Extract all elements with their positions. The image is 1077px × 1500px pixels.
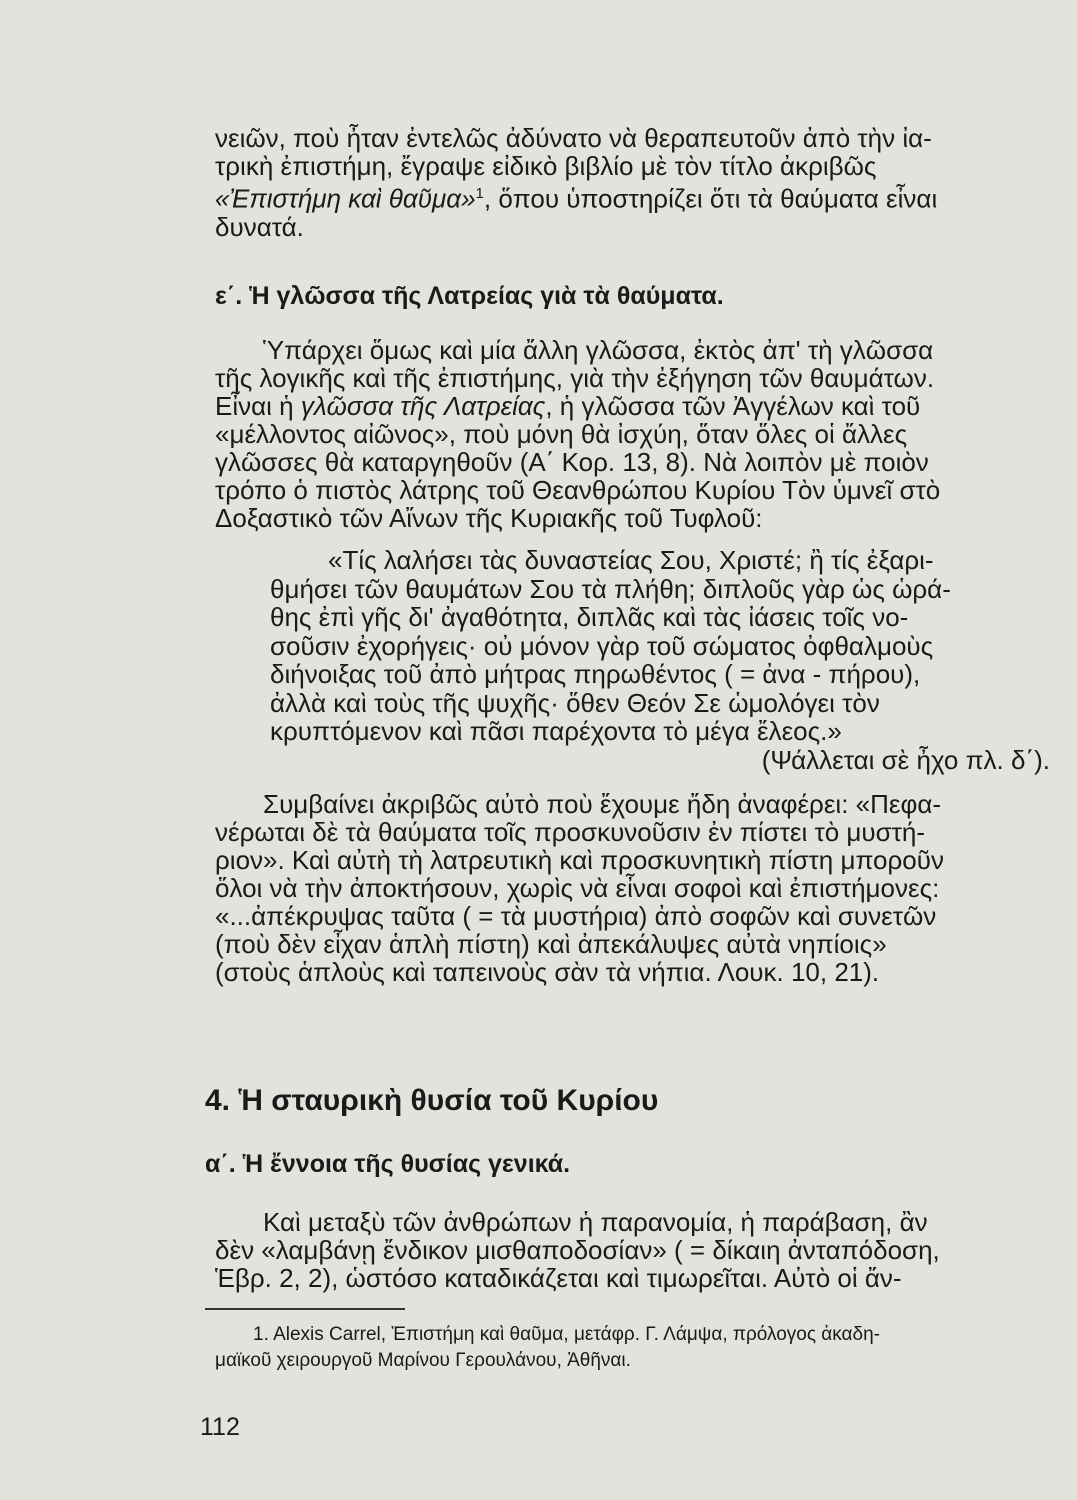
paragraph-mystery: [215, 790, 1065, 986]
paragraph-worship-language: [215, 336, 1065, 532]
text-segment: , ὅπου ὑποστηρίζει ὅτι τὰ θαύματα εἶναι: [483, 183, 938, 214]
footnote-divider: [205, 1308, 405, 1310]
text-line: νειῶν, ποὺ ἦταν ἐντελῶς ἀδύνατο νὰ θεραπευτοῦν ἀπὸ τὴν ἰα-: [215, 123, 932, 153]
text-line: (ποὺ δὲν εἶχαν ἁπλὴ πίστη) καὶ ἀπεκάλυψες αὐτὰ νηπίοις»: [215, 929, 887, 959]
text-line: «...ἀπέκρυψας ταῦτα ( = τὰ μυστήρια) ἀπὸ σοφῶν καὶ συνετῶν: [215, 901, 937, 931]
quote-line: θμήσει τῶν θαυμάτων Σου τὰ πλήθη; διπλοῦς γὰρ ὡς ὡρά-: [270, 573, 951, 604]
text-line: Καὶ μεταξὺ τῶν ἀνθρώπων ἡ παρανομία, ἡ παράβαση, ἂν: [263, 1207, 928, 1237]
text-line: δὲν «λαμβάνῃ ἔνδικον μισθαποδοσίαν» ( = δίκαιη ἀνταπόδοση,: [215, 1235, 940, 1265]
text-line: «μέλλοντος αἰῶνος», ποὺ μόνη θὰ ἰσχύη, ὅταν ὅλες οἱ ἄλλες: [215, 419, 908, 449]
text-line: [215, 180, 1065, 213]
quote-line: σοῦσιν ἐχορήγεις· οὐ μόνον γὰρ τοῦ σώματος ὀφθαλμοὺς: [270, 630, 934, 661]
text-line: ὅλοι νὰ τὴν ἀποκτήσουν, χωρὶς νὰ εἶναι σοφοὶ καὶ ἐπιστήμονες:: [215, 873, 940, 903]
text-line: τρόπο ὁ πιστὸς λάτρης τοῦ Θεανθρώπου Κυρίου Τὸν ὑμνεῖ στὸ: [215, 475, 941, 505]
text-line: Συμβαίνει ἀκριβῶς αὐτὸ ποὺ ἔχουμε ἤδη ἀναφέρει: «Πεφα-: [263, 789, 942, 819]
text-line: νέρωται δὲ τὰ θαύματα τοῖς προσκυνοῦσιν ἐν πίστει τὸ μυστή-: [215, 817, 926, 847]
text-segment: , ἡ γλῶσσα τῶν Ἀγγέλων καὶ τοῦ: [545, 391, 921, 421]
paragraph-intro: [215, 124, 1065, 241]
text-line: δυνατά.: [215, 211, 304, 242]
quote-line: κρυπτόμενον καὶ πᾶσι παρέχοντα τὸ μέγα ἔλεος.»: [270, 716, 842, 746]
text-line: τῆς λογικῆς καὶ τῆς ἐπιστήμης, γιὰ τὴν ἐξήγηση τῶν θαυμάτων.: [215, 363, 935, 393]
book-title: «Ἐπιστήμη καὶ θαῦμα»: [215, 183, 476, 214]
chapter-heading: 4. Ἡ σταυρικὴ θυσία τοῦ Κυρίου: [205, 1084, 659, 1117]
text-line: τρικὴ ἐπιστήμη, ἔγραψε εἰδικὸ βιβλίο μὲ τὸν τίτλο ἀκριβῶς: [215, 151, 877, 181]
hymn-quote: [270, 546, 1060, 774]
text-line: ριον». Καὶ αὐτὴ τὴ λατρευτικὴ καὶ προσκυνητικὴ πίστη μποροῦν: [215, 845, 944, 875]
footnote: [215, 1322, 1055, 1374]
quote-line: «Τίς λαλήσει τὰς δυναστείας Σου, Χριστέ; ἢ τίς ἐξαρι-: [328, 545, 934, 575]
text-line: γλῶσσες θὰ καταργηθοῦν (Α΄ Κορ. 13, 8). Νὰ λοιπὸν μὲ ποιὸν: [215, 447, 929, 477]
text-segment: Εἶναι ἡ: [215, 391, 301, 421]
text-line: Ἑβρ. 2, 2), ὡστόσο καταδικάζεται καὶ τιμωρεῖται. Αὐτὸ οἱ ἄν-: [215, 1263, 902, 1293]
section-heading-a: α΄. Ἡ ἔννοια τῆς θυσίας γενικά.: [205, 1150, 571, 1178]
quote-line: ἀλλὰ καὶ τοὺς τῆς ψυχῆς· ὅθεν Θεόν Σε ὡμολόγει τὸν: [270, 687, 880, 718]
footnote-line: 1. Alexis Carrel, Ἐπιστήμη καὶ θαῦμα, μετάφρ. Γ. Λάμψα, πρόλογος ἀκαδη-: [253, 1324, 880, 1345]
text-line: (στοὺς ἁπλοὺς καὶ ταπεινοὺς σὰν τὰ νήπια. Λουκ. 10, 21).: [215, 957, 880, 987]
page-number: 112: [200, 1413, 240, 1441]
quote-line: θης ἐπὶ γῆς δι' ἀγαθότητα, διπλᾶς καὶ τὰς ἰάσεις τοῖς νο-: [270, 602, 909, 632]
text-line: Ὑπάρχει ὅμως καὶ μία ἄλλη γλῶσσα, ἐκτὸς ἀπ' τὴ γλῶσσα: [263, 335, 934, 365]
quote-line: διήνοιξας τοῦ ἀπὸ μήτρας πηρωθέντος ( = ἀνα - πήρου),: [270, 659, 921, 689]
paragraph-sacrifice: [215, 1208, 1065, 1292]
hymn-attribution: (Ψάλλεται σὲ ἦχο πλ. δ΄).: [761, 744, 1050, 775]
text-line: Δοξαστικὸ τῶν Αἴνων τῆς Κυριακῆς τοῦ Τυφλοῦ:: [215, 503, 763, 533]
text-line: [215, 392, 1065, 420]
emphasis-text: γλῶσσα τῆς Λατρείας: [300, 391, 546, 421]
section-heading-e: ε΄. Ἡ γλῶσσα τῆς Λατρείας γιὰ τὰ θαύματα.: [215, 282, 724, 310]
footnote-ref: 1: [475, 185, 484, 202]
footnote-line: μαϊκοῦ χειρουργοῦ Μαρίνου Γερουλάνου, Ἀθῆναι.: [215, 1350, 631, 1371]
